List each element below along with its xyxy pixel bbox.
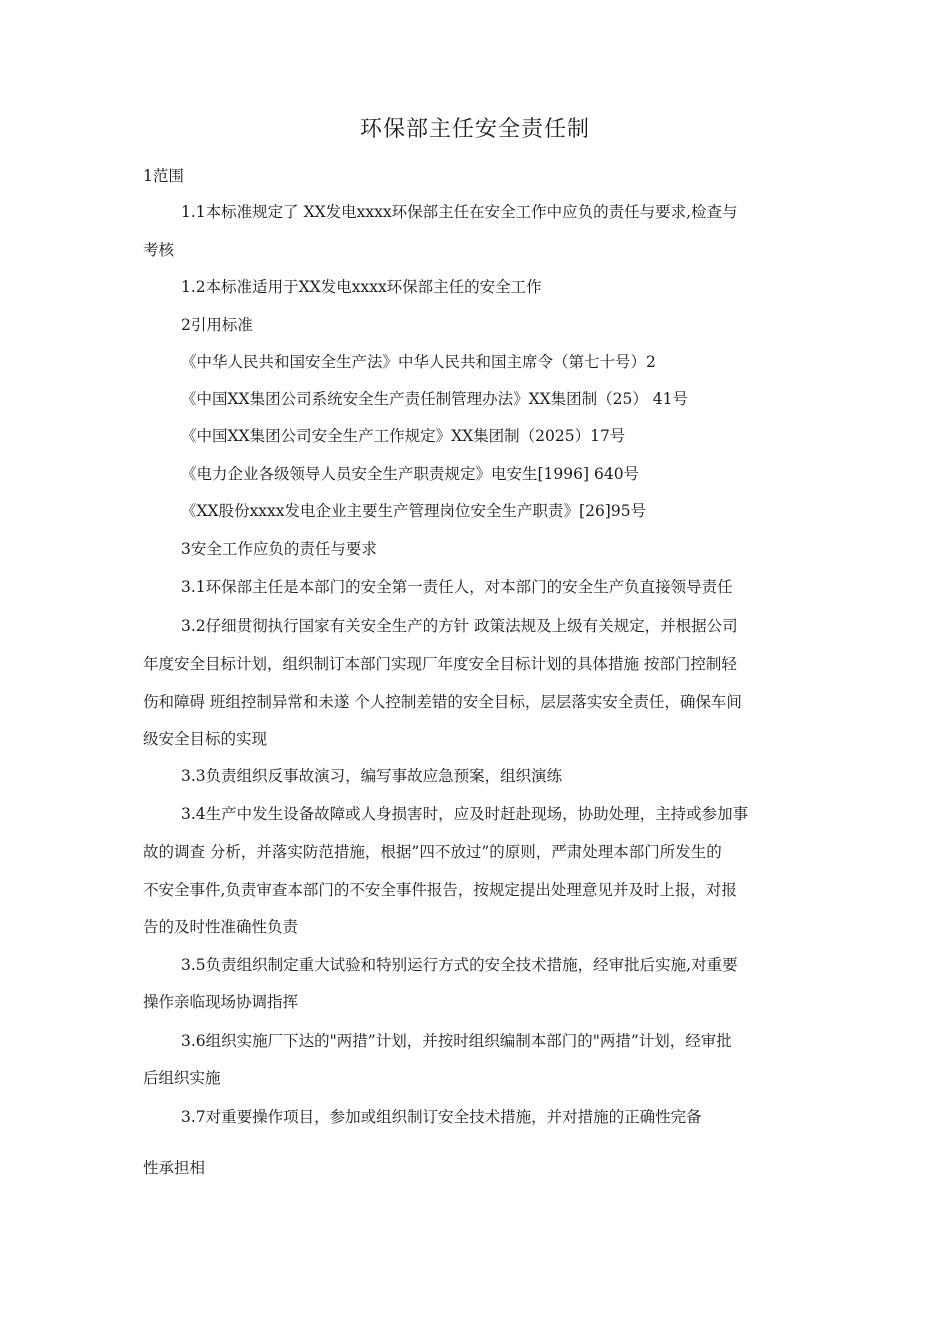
paragraph-line: 操作亲临现场协调指挥	[143, 993, 299, 1011]
paragraph-line: 3.7对重要操作项目，参加或组织制订安全技术措施，并对措施的正确性完备	[181, 1108, 702, 1126]
paragraph-line: 3.4生产中发生设备故障或人身损害时，应及时赶赴现场，协助处理，主持或参加事	[181, 805, 749, 823]
document-title: 环保部主任安全责任制	[359, 117, 590, 142]
paragraph-line: 3.3负责组织反事故演习，编写事故应急预案，组织演练	[181, 767, 563, 785]
paragraph-line: 性承担相	[143, 1159, 206, 1177]
paragraph-line: 3.1环保部主任是本部门的安全第一责任人，对本部门的安全生产负直接领导责任	[181, 578, 733, 596]
paragraph-line: 告的及时性准确性负责	[143, 918, 299, 936]
reference-item: 《中国XX集团公司安全生产工作规定》XX集团制（2025）17号	[181, 427, 626, 445]
paragraph-line: 故的调查 分析，并落实防范措施，根据”四不放过”的原则，严肃处理本部门所发生的	[143, 843, 722, 861]
section-heading: 1范围	[143, 167, 184, 185]
paragraph-line: 1.1本标准规定了 XX发电xxxx环保部主任在安全工作中应负的责任与要求,检查与	[181, 203, 738, 221]
paragraph-line: 不安全事件,负责审查本部门的不安全事件报告，按规定提出处理意见并及时上报，对报	[143, 881, 737, 899]
paragraph-line: 3.2仔细贯彻执行国家有关安全生产的方针 政策法规及上级有关规定，并根据公司	[181, 617, 738, 635]
paragraph-line: 考核	[143, 241, 175, 259]
reference-item: 《电力企业各级领导人员安全生产职责规定》电安生[1996] 640号	[181, 465, 640, 483]
section-heading: 3安全工作应负的责任与要求	[181, 540, 377, 558]
paragraph-line: 伤和障碍 班组控制异常和未遂 个人控制差错的安全目标，层层落实安全责任，确保车间	[143, 693, 742, 711]
reference-item: 《XX股份xxxx发电企业主要生产管理岗位安全生产职责》[26]95号	[181, 502, 647, 520]
paragraph-line: 3.6组织实施厂下达的"两措”计划，并按时组织编制本部门的"两措”计划，经审批	[181, 1032, 732, 1050]
paragraph-line: 3.5负责组织制定重大试验和特别运行方式的安全技术措施，经审批后实施,对重要	[181, 956, 738, 974]
paragraph-line: 后组织实施	[143, 1069, 221, 1087]
reference-item: 《中华人民共和国安全生产法》中华人民共和国主席令（第七十号）2	[181, 353, 656, 371]
paragraph-line: 级安全目标的实现	[143, 730, 268, 748]
reference-item: 《中国XX集团公司系统安全生产责任制管理办法》XX集团制（25） 41号	[181, 390, 689, 408]
paragraph-line: 年度安全目标计划，组织制订本部门实现厂年度安全目标计划的具体措施 按部门控制轻	[143, 655, 737, 673]
paragraph-line: 1.2本标准适用于XX发电xxxx环保部主任的安全工作	[181, 278, 542, 296]
section-heading: 2引用标准	[181, 316, 253, 334]
